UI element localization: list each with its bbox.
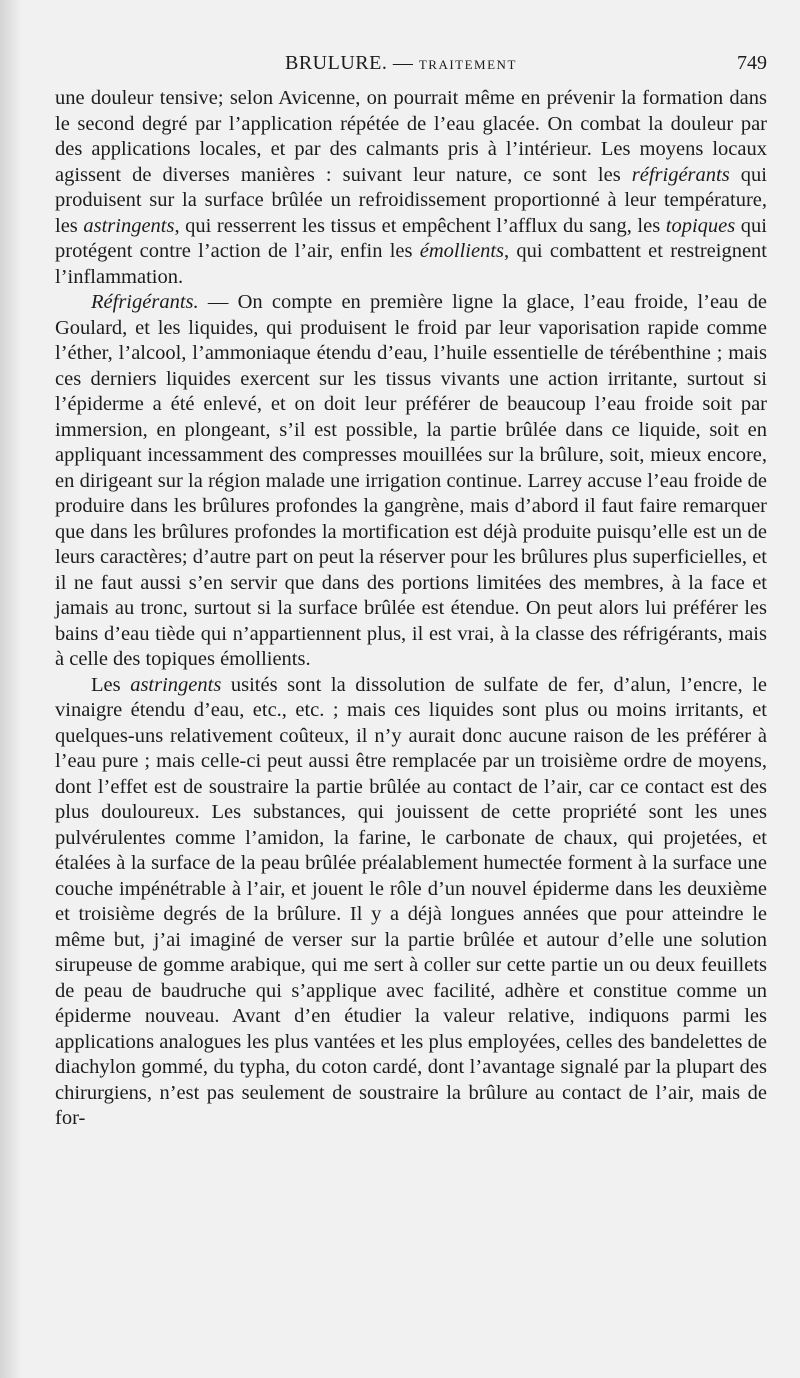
paragraph — [55, 673, 767, 1132]
chapter-title: BRULURE. — [285, 52, 388, 74]
italic-term: topiques — [665, 214, 736, 237]
text-run: usités sont la dissolution de sulfate de fer, d’alun, l’encre, le vinaigre étendu d’eau, etc., etc. ; mais ces liquides sont plus ou moins irritants, et quelques-uns relativement coûteux, il n’y aurait donc aucune raison de les préférer à l’eau pure ; mais celle-ci peut aussi être remplacée par un troisième ordre de moyens, dont l’effet est de soustraire la partie brûlée au contact de l’air, car ce contact est des plus douloureux. Les substances, qui jouissent de cette propriété sont les unes pulvérulentes comme l’amidon, la farine, le carbonate de chaux, qui projetées, et étalées à la surface de la peau brûlée préalablement humectée forment à la surface une couche impénétrable à l’air, et jouent le rôle d’un nouvel épiderme dans les deuxième et troisième degrés de la brûlure. Il y a déjà longues années que pour atteindre le même but, j’ai imaginé de verser sur la partie brûlée et autour d’elle une solution sirupeuse de gomme arabique, qui me sert à coller sur cette partie un ou deux feuillets de peau de baudruche qui s’applique avec facilité, adhère et constitue comme un épiderme nouveau. Avant d’en étudier la valeur relative, indiquons parmi les applications analogues les plus vantées et les plus employées, celles des bandelettes de diachylon gommé, du typha, du coton cardé, dont l’avantage signalé par la plupart des chirurgiens, n’est pas seulement de soustraire la brûlure au contact de l’air, mais de for- — [55, 673, 767, 1129]
italic-term: Réfrigérants. — [91, 291, 199, 313]
section-subtitle: TRAITEMENT — [418, 57, 517, 72]
text-run: qui protégent contre l’action de l’air, enfin les — [55, 214, 767, 262]
body-text — [55, 86, 767, 1132]
text-run: , qui combattent et restreignent l’inflammation. — [55, 240, 768, 288]
title-separator: — — [392, 52, 414, 74]
running-head — [55, 48, 767, 78]
paragraph — [55, 86, 767, 290]
italic-term: émollients — [419, 240, 505, 262]
text-run: Les — [91, 673, 131, 696]
page-number: 749 — [737, 52, 767, 74]
italic-term: astringents — [83, 214, 175, 237]
italic-term: astringents — [130, 673, 222, 696]
text-run: — On compte en première ligne la glace, l’eau froide, l’eau de Goulard, et les liquides, qui produisent le froid par leur vaporisation rapide comme l’éther, l’alcool, l’ammoniaque étendu d’eau, l’huile essentielle de térébenthine ; mais ces derniers liquides exercent sur les tissus vivants une action irritante, surtout si l’épiderme a été enlevé, et on doit leur préférer de beaucoup l’eau froide soit par immersion, en plongeant, s’il est possible, la partie brûlée dans ce liquide, soit en appliquant incessamment des compresses mouillées sur la brûlure, soit, mieux encore, en dirigeant sur la région malade une irrigation continue. Larrey accuse l’eau froide de produire dans les brûlures profondes la gangrène, mais d’abord il faut faire remarquer que dans les brûlures profondes la mortification est déjà produite puisqu’elle est un de leurs caractères; d’autre part on peut la réserver pour les brûlures plus superficielles, et il ne faut aussi s’en servir que dans des portions limitées des membres, à la face et jamais au tronc, surtout si la surface brûlée est étendue. On peut alors lui préférer les bains d’eau tiède qui n’appartiennent plus, il est vrai, à la classe des réfrigérants, mais à celle des topiques émollients. — [55, 291, 767, 670]
running-head-title — [285, 48, 517, 80]
text-run: , qui resserrent les tissus et empêchent l’afflux du sang, les — [174, 214, 666, 237]
text-run: une douleur tensive; selon Avicenne, on pourrait même en prévenir la formation dans le second degré par l’application répétée de l’eau glacée. On combat la douleur par des applications locales, et par des calmants pris à l’intérieur. Les moyens locaux agissent de diverses manières : suivant leur nature, ce sont les — [55, 87, 767, 186]
paragraph — [55, 290, 767, 673]
binding-shadow — [0, 0, 22, 1378]
text-run: qui produisent sur la surface brûlée un refroidissement proportionné à leur température, les — [55, 163, 767, 237]
italic-term: réfrigérants — [631, 163, 730, 186]
